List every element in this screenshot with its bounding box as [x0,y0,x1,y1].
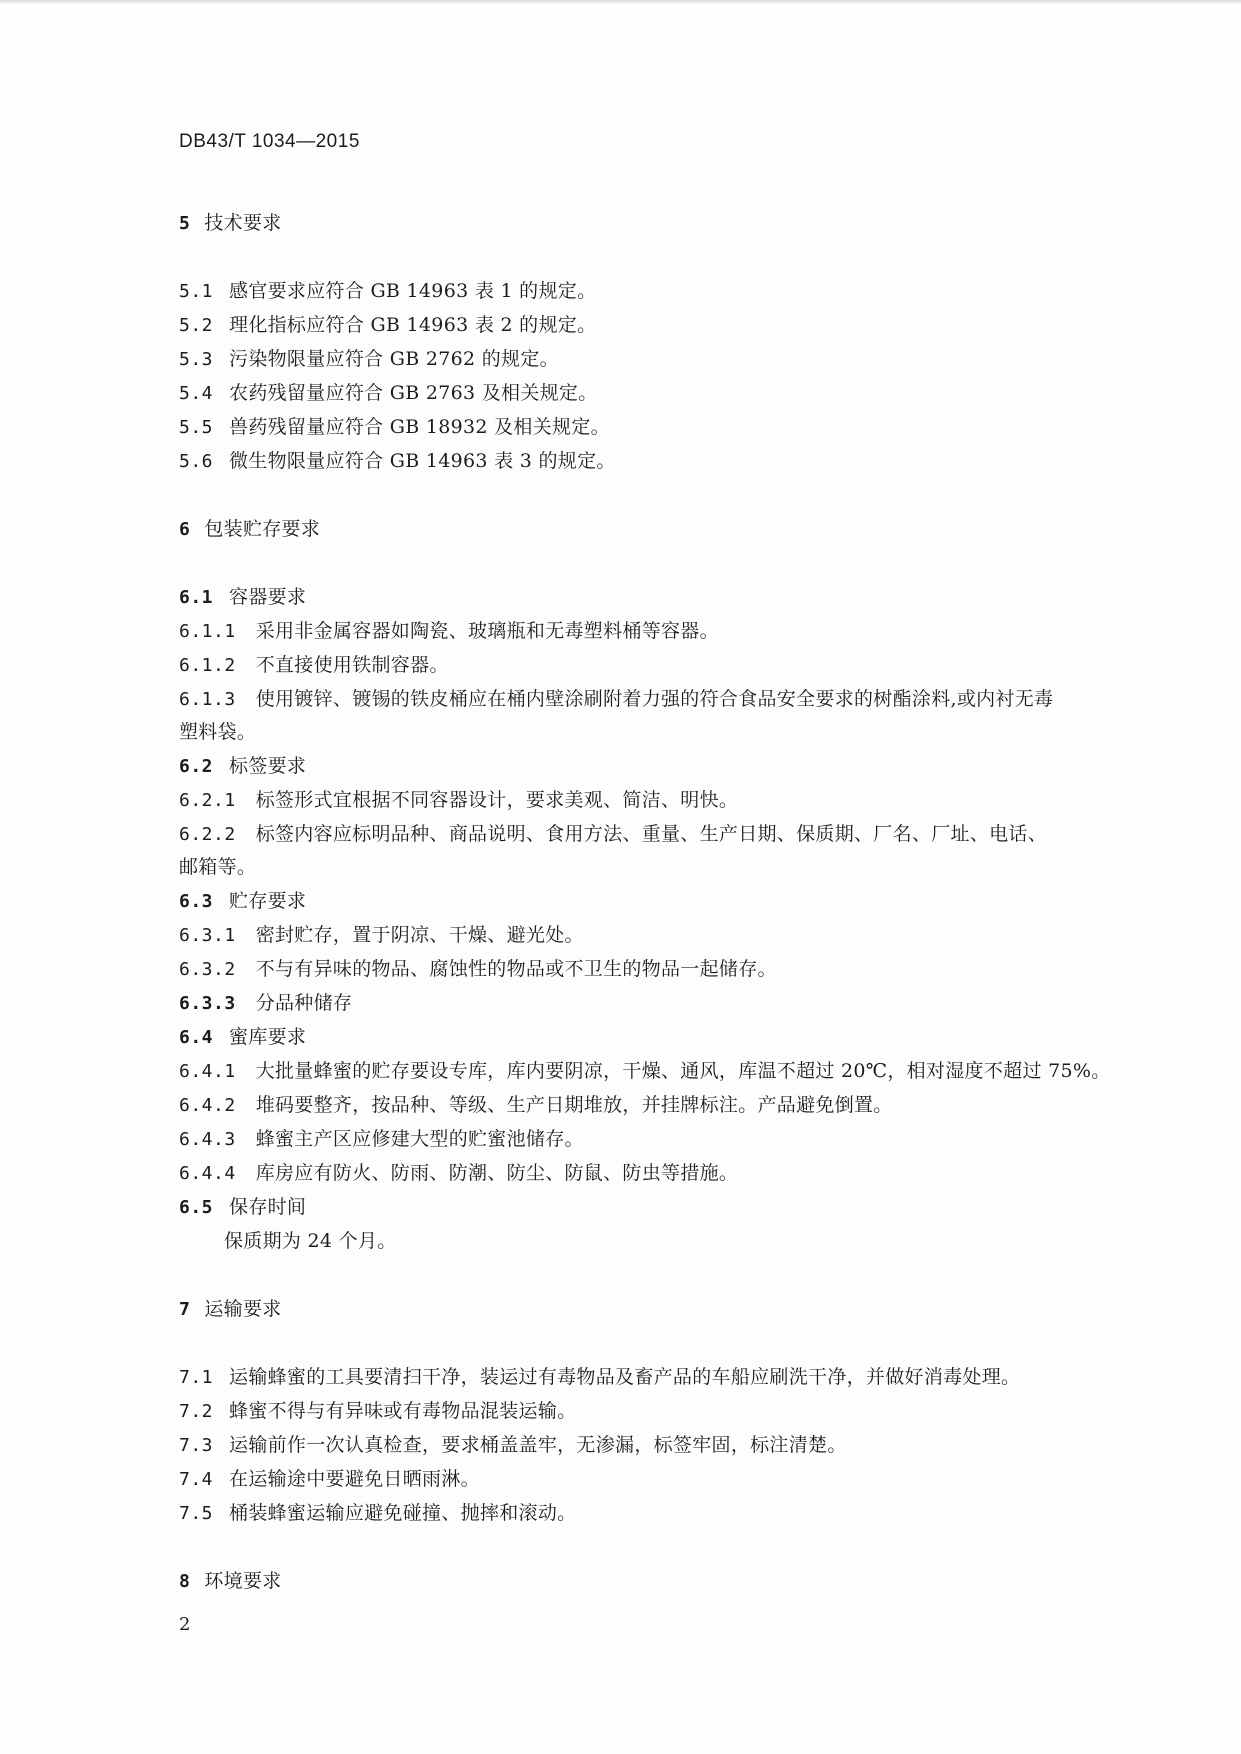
clause-7-4 [179,1466,480,1493]
clause-6-2-1 [179,787,738,814]
clause-number: 6.4.1 [179,1061,236,1082]
clause-7-2 [179,1398,576,1425]
clause-6-3-3 [179,990,352,1017]
clause-6-4 [179,1024,306,1051]
clause-6-4-2 [179,1092,893,1119]
clause-5-6 [179,448,616,475]
section-title: 包装贮存要求 [204,518,321,540]
clause-text: 感官要求应符合 GB 14963 表 1 的规定。 [229,280,597,302]
clause-number: 7.2 [179,1401,214,1422]
clause-number: 6.1.2 [179,655,236,676]
clause-5-4 [179,380,598,407]
clause-number: 6.4.4 [179,1163,236,1184]
clause-number: 6.2.2 [179,824,236,845]
clause-6-3 [179,888,306,915]
clause-6-1-3 [179,686,1053,713]
section-number: 8 [179,1571,191,1592]
section-5-heading [179,210,282,237]
clause-text: 标签形式宜根据不同容器设计，要求美观、简洁、明快。 [255,789,739,811]
clause-text: 运输蜂蜜的工具要清扫干净，装运过有毒物品及畜产品的车船应刷洗干净，并做好消毒处理。 [229,1366,1021,1388]
clause-6-4-4 [179,1160,738,1187]
clause-text: 污染物限量应符合 GB 2762 的规定。 [229,348,559,370]
clause-number: 6.1 [179,587,214,608]
clause-number: 6.1.3 [179,689,236,710]
clause-number: 5.6 [179,451,214,472]
clause-6-2 [179,753,306,780]
section-number: 7 [179,1299,191,1320]
clause-number: 6.2.1 [179,790,236,811]
clause-5-3 [179,346,559,373]
clause-6-5-text: 保质期为 24 个月。 [224,1230,397,1252]
clause-title: 分品种储存 [255,992,353,1014]
clause-title: 保存时间 [229,1196,307,1218]
clause-number: 6.3.1 [179,925,236,946]
section-8-heading [179,1568,282,1595]
clause-title: 容器要求 [229,586,307,608]
clause-number: 7.4 [179,1469,214,1490]
clause-6-1-2 [179,652,449,679]
clause-number: 5.5 [179,417,214,438]
section-6-heading [179,516,320,543]
clause-text: 库房应有防火、防雨、防潮、防尘、防鼠、防虫等措施。 [255,1162,739,1184]
clause-number: 6.3 [179,891,214,912]
clause-text: 大批量蜂蜜的贮存要设专库，库内要阴凉，干燥、通风，库温不超过 20℃，相对湿度不超过 75%。 [255,1060,1111,1082]
clause-6-2-2-continuation: 邮箱等。 [179,856,257,878]
clause-6-1 [179,584,306,611]
scan-edge [0,0,1241,4]
clause-text: 理化指标应符合 GB 14963 表 2 的规定。 [229,314,597,336]
clause-6-3-2 [179,956,777,983]
clause-number: 5.3 [179,349,214,370]
clause-5-2 [179,312,596,339]
clause-number: 6.4.3 [179,1129,236,1150]
clause-text: 不与有异味的物品、腐蚀性的物品或不卫生的物品一起储存。 [255,958,777,980]
clause-number: 6.3.2 [179,959,236,980]
clause-number: 6.2 [179,756,214,777]
section-number: 5 [179,213,191,234]
clause-text: 桶装蜂蜜运输应避免碰撞、抛摔和滚动。 [229,1502,577,1524]
clause-text: 采用非金属容器如陶瓷、玻璃瓶和无毒塑料桶等容器。 [255,620,719,642]
clause-title: 贮存要求 [229,890,307,912]
clause-text: 蜂蜜主产区应修建大型的贮蜜池储存。 [255,1128,584,1150]
clause-number: 6.4 [179,1027,214,1048]
section-title: 环境要求 [204,1570,282,1592]
clause-number: 7.3 [179,1435,214,1456]
clause-number: 6.1.1 [179,621,236,642]
clause-6-4-1 [179,1058,1111,1085]
clause-6-1-1 [179,618,719,645]
clause-5-1 [179,278,596,305]
clause-6-3-1 [179,922,584,949]
clause-number: 6.3.3 [179,993,236,1014]
clause-6-2-2 [179,821,1047,848]
clause-number: 5.4 [179,383,214,404]
clause-text: 蜂蜜不得与有异味或有毒物品混装运输。 [229,1400,577,1422]
clause-text: 农药残留量应符合 GB 2763 及相关规定。 [229,382,598,404]
clause-number: 6.4.2 [179,1095,236,1116]
clause-title: 蜜库要求 [229,1026,307,1048]
clause-number: 7.1 [179,1367,214,1388]
page-number: 2 [179,1614,191,1635]
clause-text: 堆码要整齐，按品种、等级、生产日期堆放，并挂牌标注。产品避免倒置。 [255,1094,893,1116]
section-number: 6 [179,519,191,540]
standard-code: DB43/T 1034—2015 [179,131,360,152]
clause-text: 密封贮存，置于阴凉、干燥、避光处。 [255,924,584,946]
clause-text: 使用镀锌、镀锡的铁皮桶应在桶内壁涂刷附着力强的符合食品安全要求的树酯涂料,或内衬无毒 [255,688,1054,710]
section-title: 技术要求 [204,212,282,234]
clause-number: 7.5 [179,1503,214,1524]
section-7-heading [179,1296,282,1323]
clause-6-4-3 [179,1126,584,1153]
clause-text: 标签内容应标明品种、商品说明、食用方法、重量、生产日期、保质期、厂名、厂址、电话、 [255,823,1047,845]
clause-7-3 [179,1432,847,1459]
clause-text: 微生物限量应符合 GB 14963 表 3 的规定。 [229,450,616,472]
section-title: 运输要求 [204,1298,282,1320]
clause-5-5 [179,414,610,441]
clause-title: 标签要求 [229,755,307,777]
clause-number: 6.5 [179,1197,214,1218]
clause-6-5 [179,1194,306,1221]
clause-7-5 [179,1500,576,1527]
clause-number: 5.1 [179,281,214,302]
clause-number: 5.2 [179,315,214,336]
clause-text: 不直接使用铁制容器。 [255,654,449,676]
clause-text: 运输前作一次认真检查，要求桶盖盖牢，无渗漏，标签牢固，标注清楚。 [229,1434,847,1456]
clause-6-1-3-continuation: 塑料袋。 [179,721,257,743]
clause-text: 在运输途中要避免日晒雨淋。 [229,1468,480,1490]
clause-text: 兽药残留量应符合 GB 18932 及相关规定。 [229,416,610,438]
clause-7-1 [179,1364,1020,1391]
